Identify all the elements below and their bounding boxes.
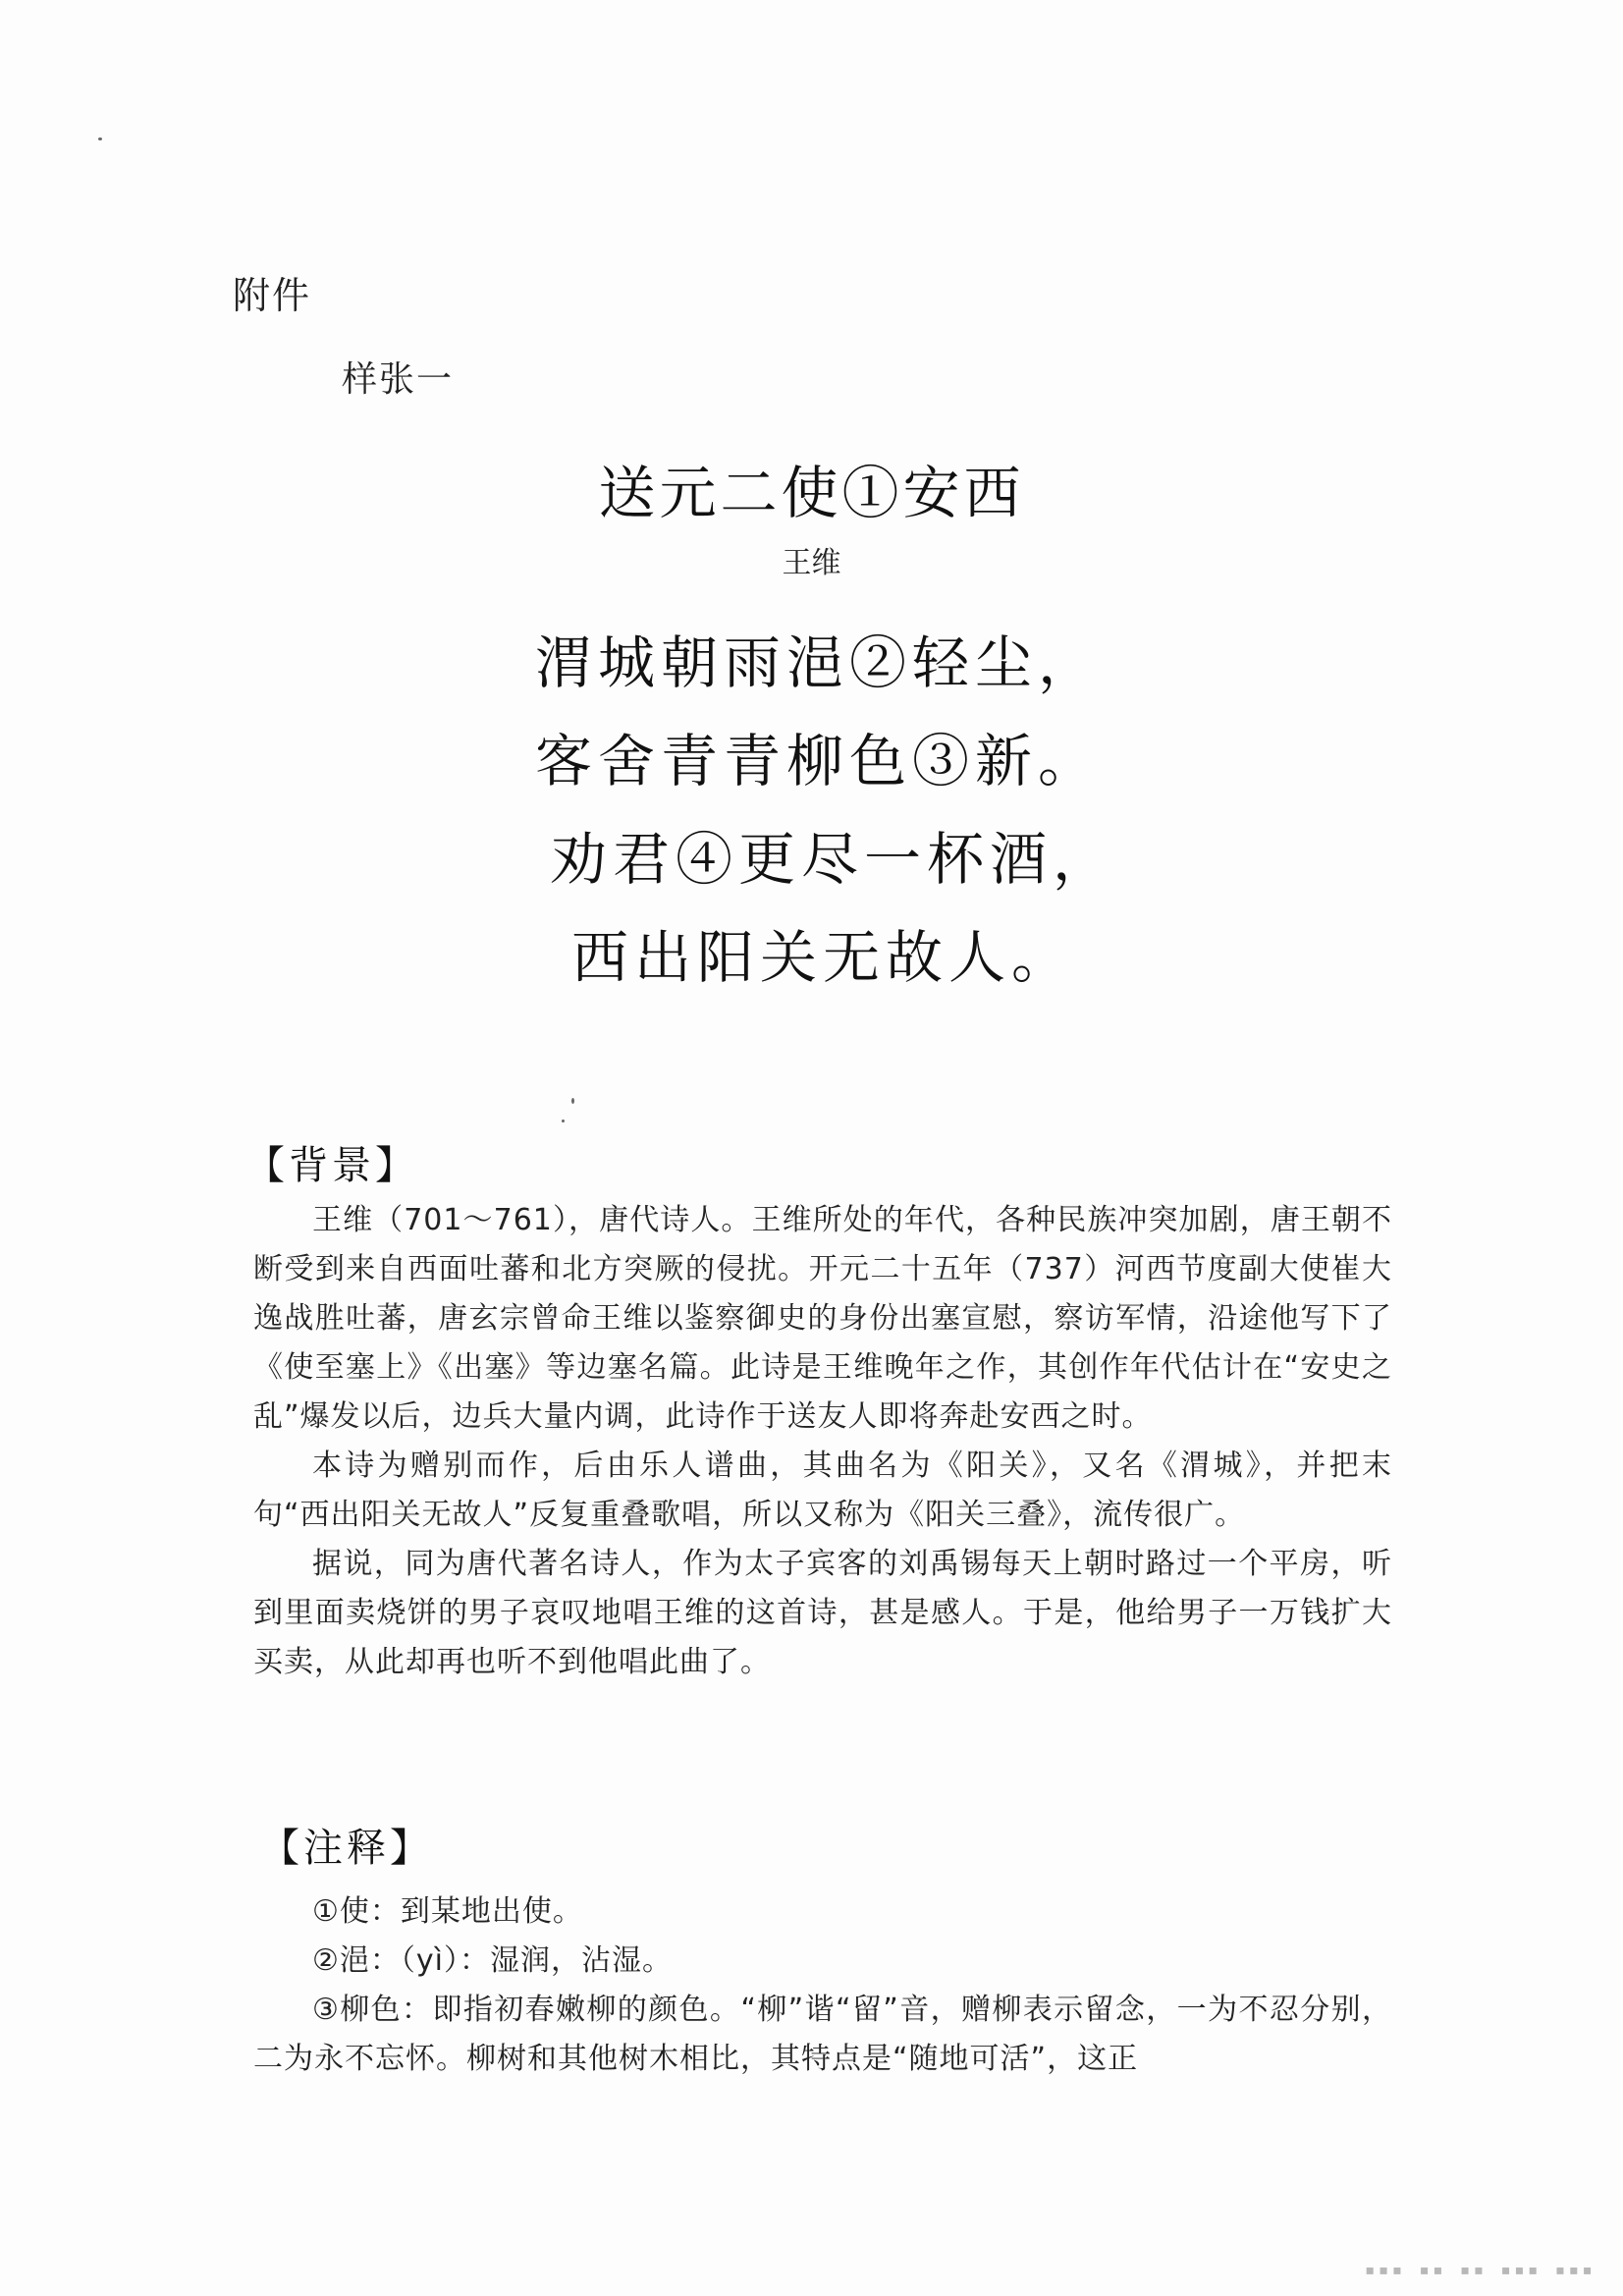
background-paragraph: 本诗为赠别而作，后由乐人谱曲，其曲名为《阳关》，又名《渭城》，并把末句“西出阳关无故人”反复重叠歌唱，所以又称为《阳关三叠》，流传很广。: [253, 1449, 1392, 1532]
poem-title: 送元二使①安西: [598, 460, 1025, 526]
notes-text: [253, 1887, 1392, 2084]
background-heading: 【背景】: [245, 1143, 418, 1188]
background-text: [253, 1196, 1392, 1687]
poem-line: 劝君④更尽一杯酒，: [550, 826, 1116, 893]
poem-line: 西出阳关无故人。: [571, 924, 1075, 991]
poem-line: 客舍青青柳色③新。: [535, 728, 1102, 794]
note-item: ②浥：（yì）：湿润，沾湿。: [312, 1943, 673, 1978]
scan-footer-mark: ▪▪▪ ▪▪ ▪▪ ▪▪▪ ▪▪▪: [1364, 2260, 1596, 2280]
scan-speck: [562, 1120, 565, 1122]
background-paragraph: 王维（701～761），唐代诗人。王维所处的年代，各种民族冲突加剧，唐王朝不断受到来自西面吐蕃和北方突厥的侵扰。开元二十五年（737）河西节度副大使崔大逸战胜吐蕃，唐玄宗曾命王维以鉴察御史的身份出塞宣慰，察访军情，沿途他写下了《使至塞上》《出塞》等边塞名篇。此诗是王维晚年之作，其创作年代估计在“安史之乱”爆发以后，边兵大量内调，此诗作于送友人即将奔赴安西之时。: [253, 1203, 1392, 1434]
note-item: ③柳色：即指初春嫩柳的颜色。“柳”谐“留”音，赠柳表示留念，一为不忍分别，二为永不忘怀。柳树和其他树木相比，其特点是“随地可活”，这正: [253, 1993, 1392, 2076]
notes-heading: 【注释】: [260, 1826, 433, 1871]
note-item: ①使：到某地出使。: [312, 1894, 583, 1929]
sample-label: 样张一: [342, 359, 455, 400]
attachment-label: 附件: [233, 274, 312, 317]
scan-speck: [571, 1098, 574, 1104]
poem-author: 王维: [782, 546, 841, 580]
poem-line: 渭城朝雨浥②轻尘，: [535, 629, 1102, 696]
background-paragraph: 据说，同为唐代著名诗人，作为太子宾客的刘禹锡每天上朝时路过一个平房，听到里面卖烧饼的男子哀叹地唱王维的这首诗，甚是感人。于是，他给男子一万钱扩大买卖，从此却再也听不到他唱此曲了。: [253, 1547, 1392, 1679]
poem-body: [0, 614, 1623, 1007]
scan-speck: [98, 137, 102, 140]
